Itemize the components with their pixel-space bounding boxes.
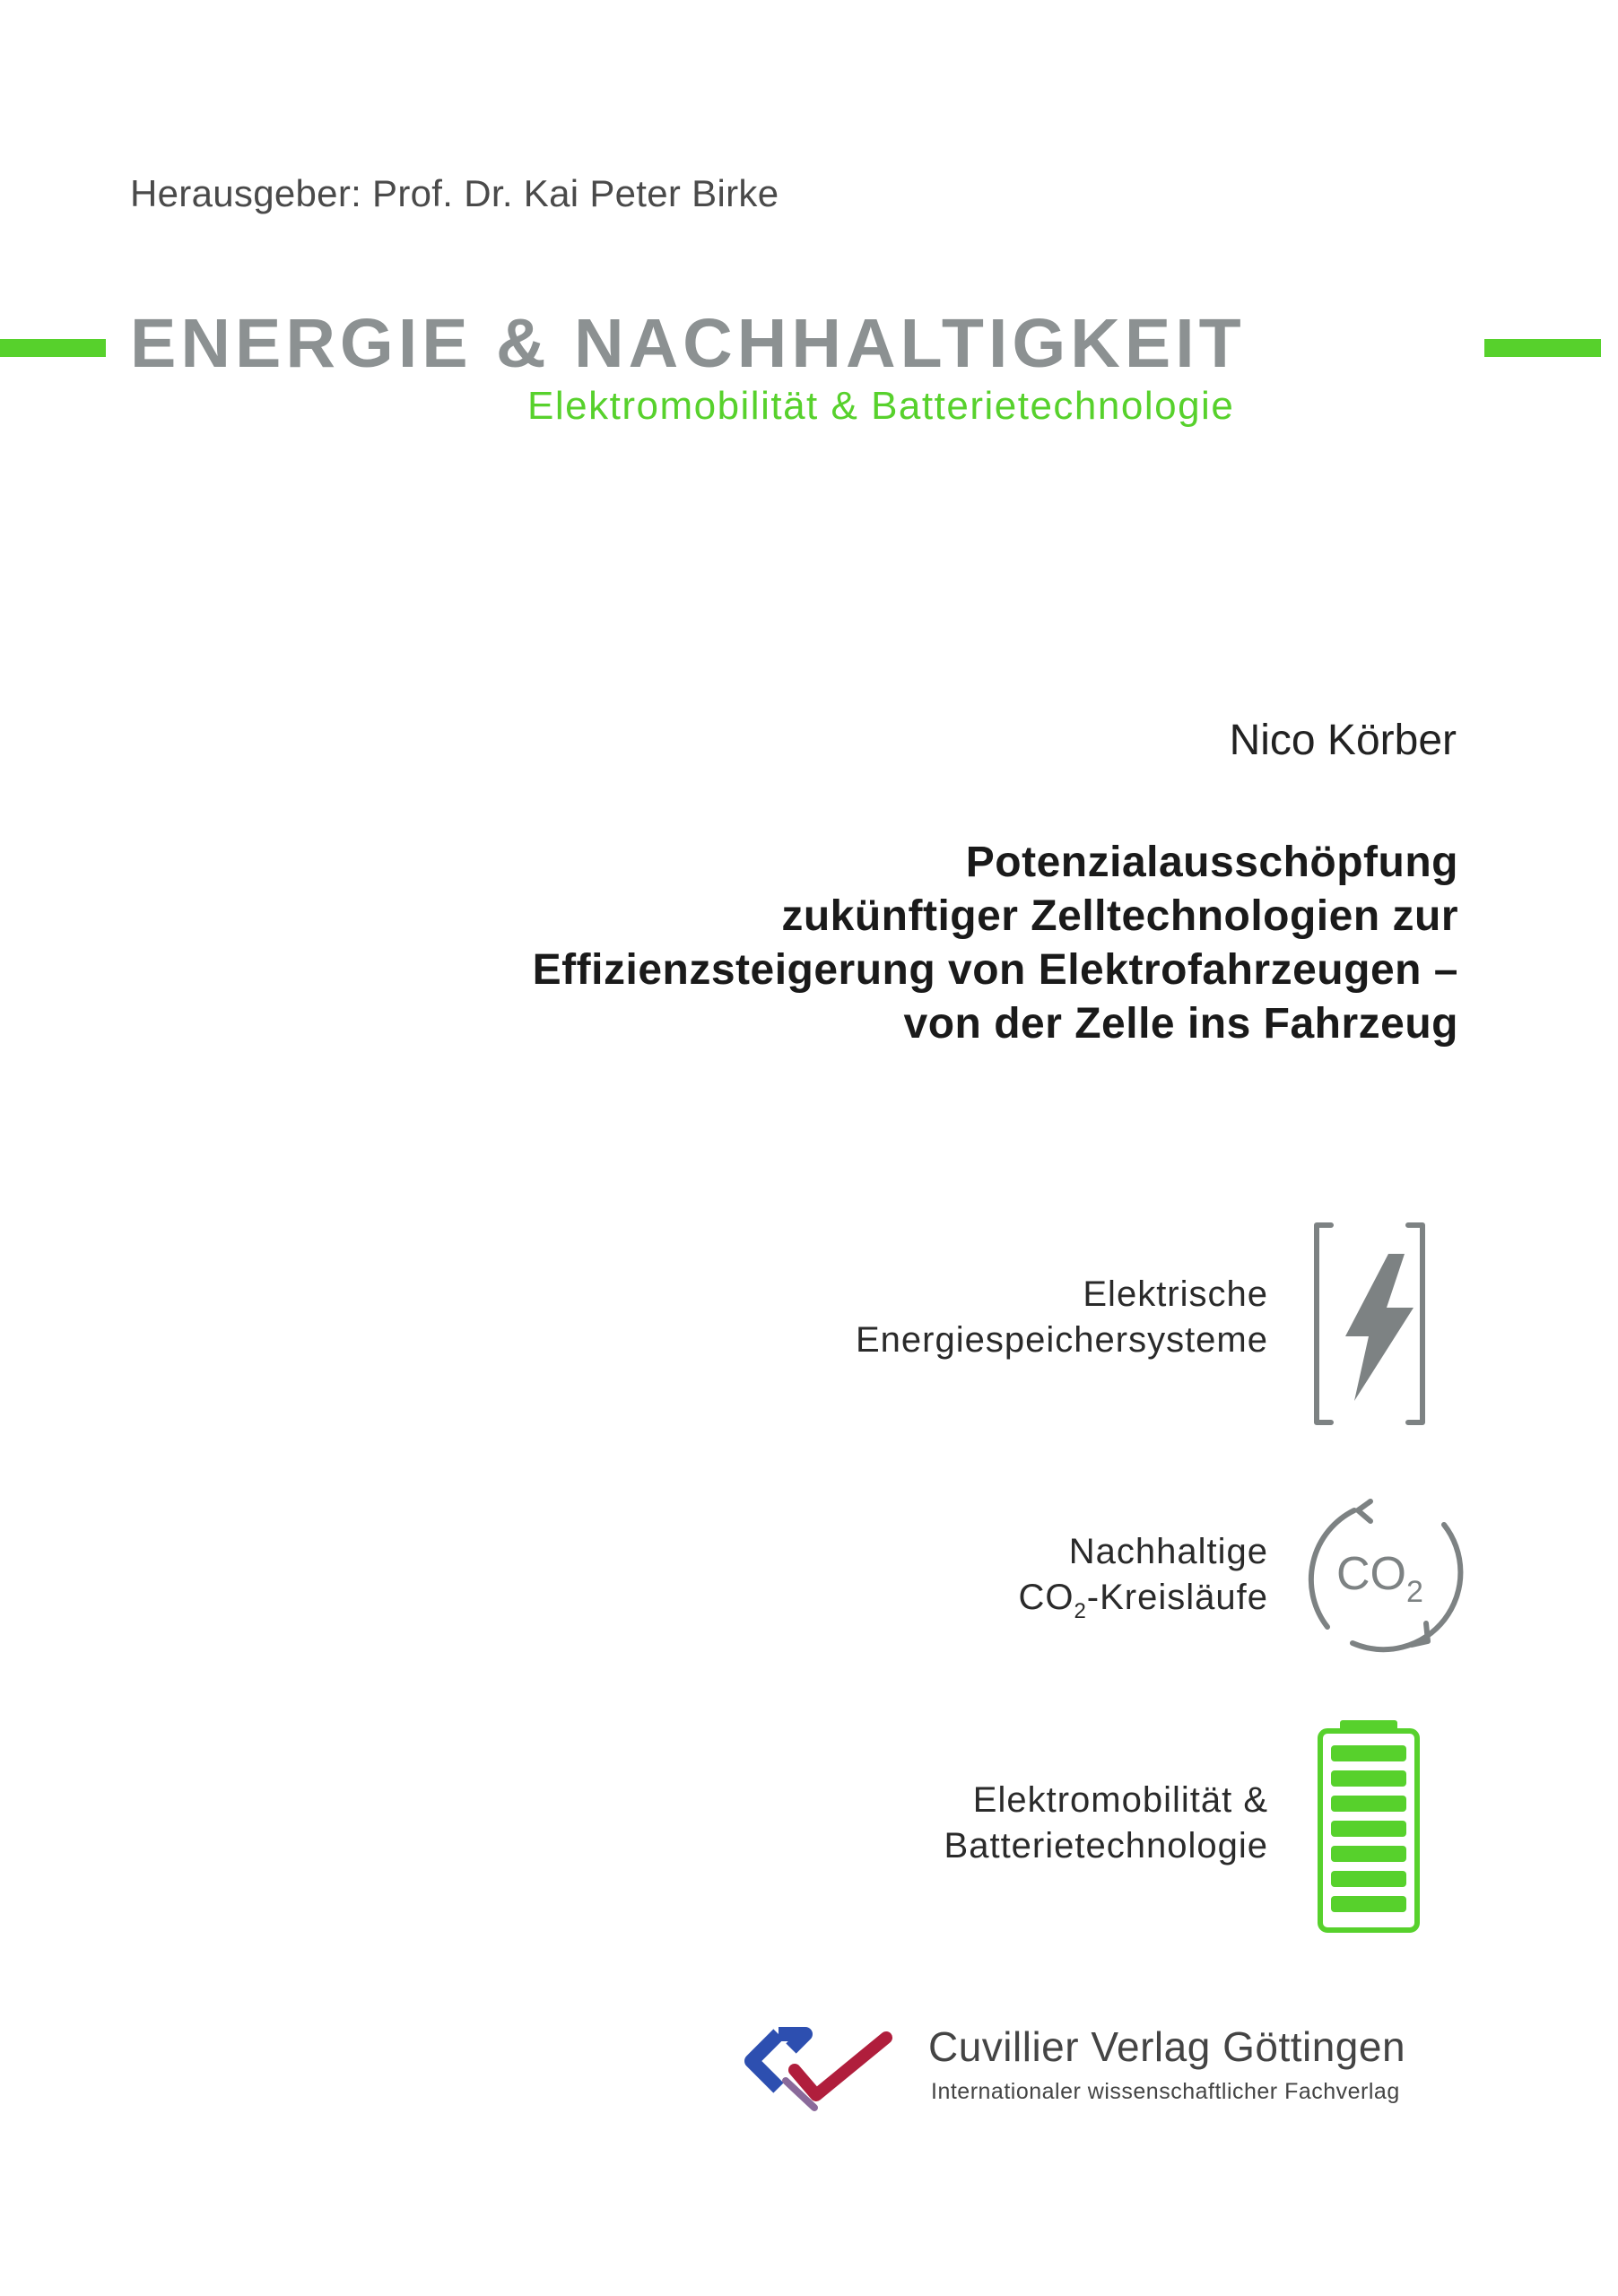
feature-co2-cycles (1018, 1529, 1268, 1634)
book-title-line: zukünftiger Zelltechnologien zur (781, 892, 1458, 940)
cuvillier-logo (743, 2018, 895, 2117)
publisher-tagline: Internationaler wissenschaftlicher Fachverlag (931, 2079, 1400, 2104)
feature-label-line: Elektromobilität & (972, 1780, 1268, 1820)
co2-text: CO (1018, 1578, 1074, 1617)
feature-energy-storage (856, 1272, 1268, 1363)
accent-bar-left (0, 339, 106, 357)
book-title (77, 836, 1458, 1051)
book-title-line: von der Zelle ins Fahrzeug (903, 1000, 1458, 1048)
feature-label-line: Batterietechnologie (944, 1826, 1268, 1866)
feature-label-line: Elektrische (1083, 1274, 1268, 1314)
lightning-bolt-icon (1311, 1222, 1428, 1426)
co2-icon-text: CO (1336, 1548, 1406, 1600)
feature-label-line: Nachhaltige (1068, 1532, 1268, 1571)
series-title: ENERGIE & NACHHALTIGKEIT (130, 305, 1246, 382)
author-name: Nico Körber (1229, 717, 1457, 764)
battery-icon (1315, 1718, 1422, 1934)
accent-bar-right (1484, 339, 1601, 357)
feature-label-suffix: -Kreisläufe (1086, 1578, 1268, 1617)
feature-label-line (1018, 1575, 1268, 1634)
series-subtitle: Elektromobilität & Batterietechnologie (527, 384, 1235, 428)
feature-electromobility (944, 1778, 1268, 1869)
series-editor: Herausgeber: Prof. Dr. Kai Peter Birke (130, 172, 779, 214)
book-title-line: Potenzialausschöpfung (965, 839, 1458, 886)
co2-cycle-icon (1300, 1491, 1471, 1661)
co2-icon-subscript: 2 (1406, 1575, 1423, 1609)
publisher-name: Cuvillier Verlag Göttingen (928, 2023, 1406, 2070)
co2-subscript: 2 (1074, 1599, 1087, 1623)
feature-label-line: Energiespeichersysteme (856, 1320, 1268, 1360)
book-title-line: Effizienzsteigerung von Elektrofahrzeugen – (532, 946, 1458, 994)
